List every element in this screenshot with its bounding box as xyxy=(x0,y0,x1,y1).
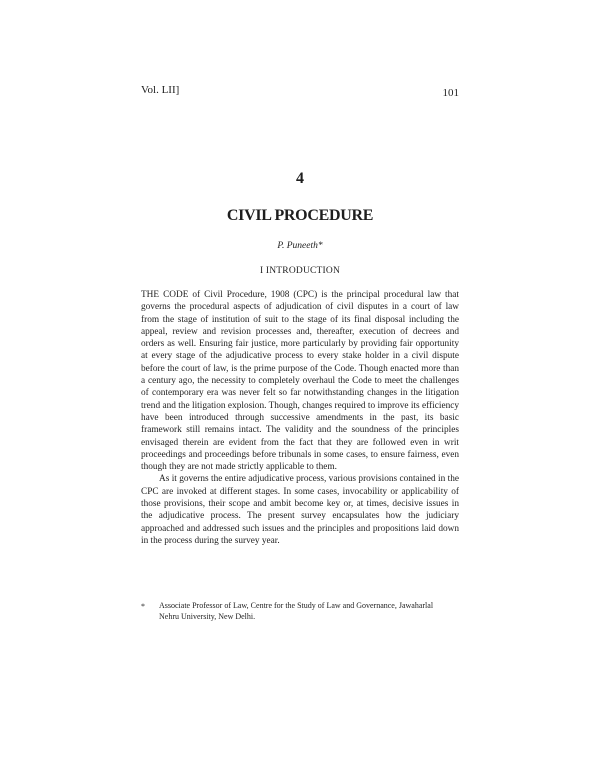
footnote xyxy=(141,600,441,622)
paragraph-1: THE CODE of Civil Procedure, 1908 (CPC) is the principal procedural law that governs the procedural aspects of adjudication of civil disputes in a court of law from the stage of institution of suit to the stage of its final disposal including the appeal, review and revision processes and, thereafter, execution of decrees and orders as well. Ensuring fair justice, more particularly by providing fair opportunity at every stage of the adjudicative process to every stake holder in a civil dispute before the court of law, is the prime purpose of the Code. Though enacted more than a century ago, the necessity to completely overhaul the Code to meet the challenges of contemporary era was never felt so far notwithstanding changes in the litigation trend and the litigation explosion. Though, changes required to improve its efficiency have been introduced through successive amendments in the past, its basic framework still remains intact. The validity and the soundness of the principles envisaged therein are evident from the fact that they are followed even in writ proceedings and proceedings before tribunals in some cases, to ensure fairness, even though they are not made strictly applicable to them. xyxy=(141,290,459,473)
chapter-title: CIVIL PROCEDURE xyxy=(226,207,374,224)
body-text xyxy=(141,289,459,547)
author-name: P. Puneeth* xyxy=(277,241,323,251)
footnote-marker: * xyxy=(141,602,145,611)
paragraph-2: As it governs the entire adjudicative process, various provisions contained in the CPC are invoked at different stages. In some cases, invocability or applicability of those provisions, their scope and ambit become key or, at times, decisive issues in the adjudicative process. The present survey encapsulates how the judiciary approached and addressed such issues and the principles and propositions laid down in the process during the survey year. xyxy=(141,474,459,546)
chapter-number: 4 xyxy=(296,170,304,187)
section-heading: I INTRODUCTION xyxy=(259,266,341,276)
running-header-volume: Vol. LII] xyxy=(141,84,180,96)
page-number: 101 xyxy=(442,87,459,99)
footnote-text: Associate Professor of Law, Centre for the Study of Law and Governance, Jawaharlal Nehru University, New Delhi. xyxy=(159,601,434,621)
